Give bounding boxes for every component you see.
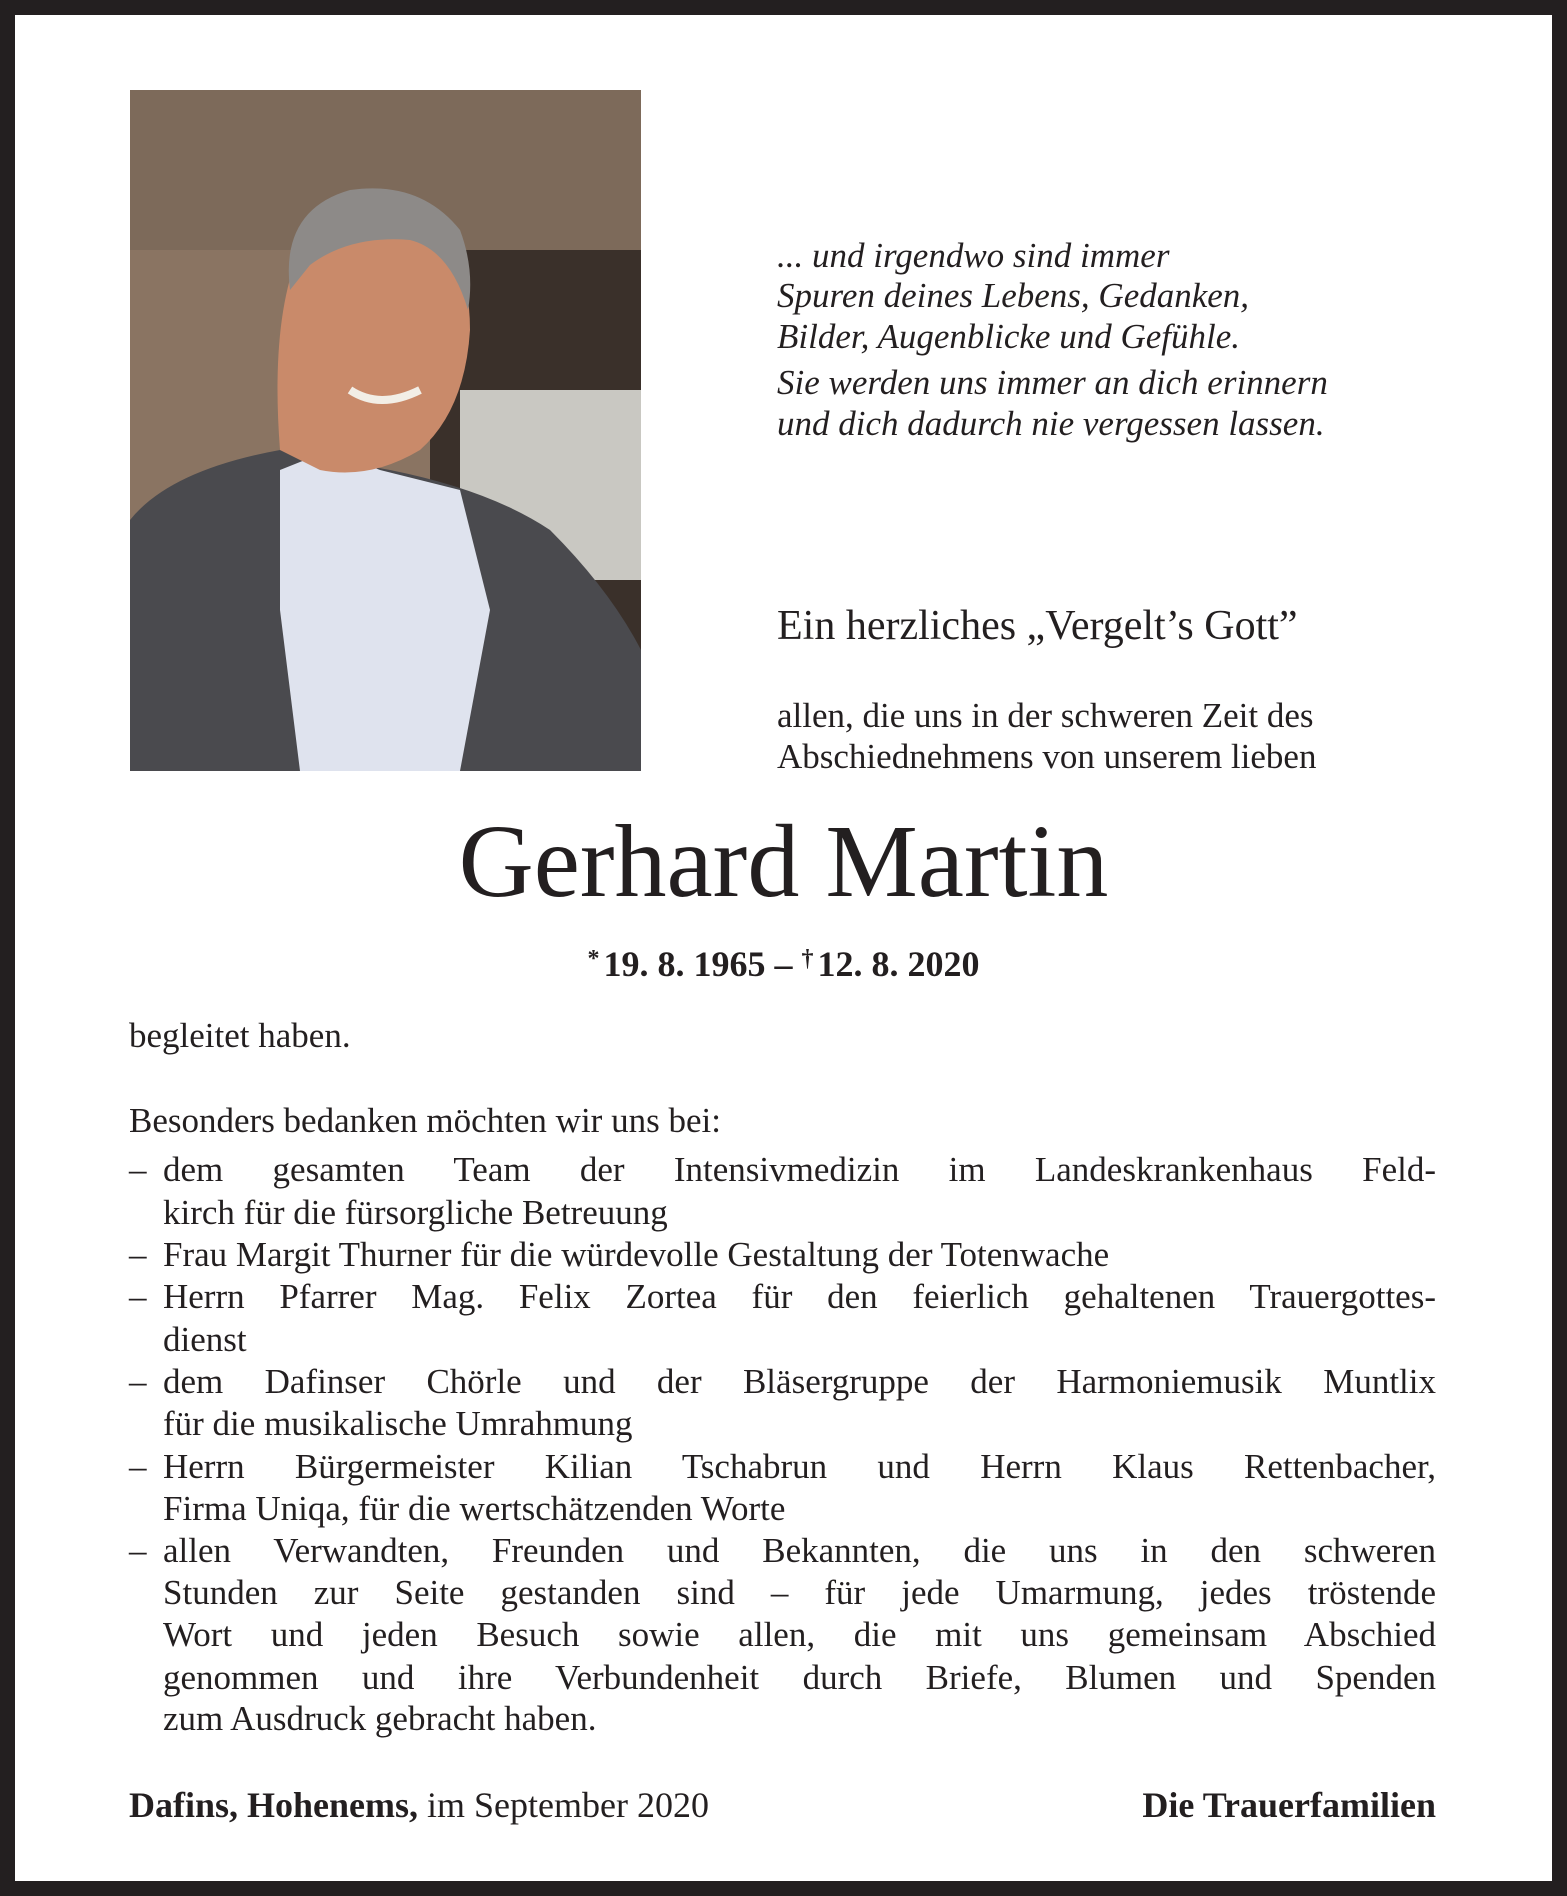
list-dash: – <box>129 1277 147 1316</box>
portrait-photo <box>130 90 641 771</box>
quote-line: Sie werden uns immer an dich erinnern <box>777 363 1328 402</box>
list-item-line: dem gesamten Team der Intensivmedizin im Landeskrankenhaus Feld- <box>163 1150 1436 1189</box>
special-thanks-heading: Besonders bedanken möchten wir uns bei: <box>129 1101 721 1140</box>
list-item-line: dienst <box>163 1320 247 1359</box>
footer-place-date <box>129 1784 709 1826</box>
list-dash: – <box>129 1447 147 1486</box>
list-item-line: Stunden zur Seite gestanden sind – für jede Umarmung, jedes tröstende <box>163 1573 1436 1612</box>
birth-date: 19. 8. 1965 <box>603 944 766 984</box>
list-item-line: genommen und ihre Verbundenheit durch Briefe, Blumen und Spenden <box>163 1658 1436 1697</box>
intro-line: allen, die uns in der schweren Zeit des <box>777 696 1314 735</box>
list-item-line: Firma Uniqa, für die wertschätzenden Worte <box>163 1489 786 1528</box>
footer-date: im September 2020 <box>427 1785 709 1825</box>
thanks-heading: Ein herzliches „Vergelt’s Gott” <box>777 603 1298 649</box>
list-item-line: kirch für die fürsorgliche Betreuung <box>163 1193 668 1232</box>
list-item-line: zum Ausdruck gebracht haben. <box>163 1699 597 1738</box>
list-item-line: dem Dafinser Chörle und der Bläsergruppe der Harmoniemusik Muntlix <box>163 1362 1436 1401</box>
quote-line: und dich dadurch nie vergessen lassen. <box>777 404 1325 443</box>
death-date: 12. 8. 2020 <box>817 944 980 984</box>
intro-line: Abschiednehmens von unserem lieben <box>777 737 1317 776</box>
list-item-line: Herrn Pfarrer Mag. Felix Zortea für den feierlich gehaltenen Trauergottes- <box>163 1277 1436 1316</box>
deceased-name: Gerhard Martin <box>458 804 1109 919</box>
date-separator: – <box>774 944 793 984</box>
quote-line: Spuren deines Lebens, Gedanken, <box>777 276 1250 315</box>
list-dash: – <box>129 1531 147 1570</box>
quote-line: ... und irgendwo sind immer <box>777 236 1170 275</box>
birth-symbol: * <box>587 946 600 972</box>
list-item-line: allen Verwandten, Freunden und Bekannten, die uns in den schweren <box>163 1531 1436 1570</box>
list-item-line: für die musikalische Umrahmung <box>163 1404 633 1443</box>
list-item-line: Herrn Bürgermeister Kilian Tschabrun und Herrn Klaus Rettenbacher, <box>163 1447 1436 1486</box>
list-item-line: Frau Margit Thurner für die würdevolle Gestaltung der Totenwache <box>163 1235 1110 1274</box>
list-dash: – <box>129 1235 147 1274</box>
quote-line: Bilder, Augenblicke und Gefühle. <box>777 317 1240 356</box>
continuation-text: begleitet haben. <box>129 1016 351 1055</box>
death-symbol: † <box>801 946 814 972</box>
list-dash: – <box>129 1362 147 1401</box>
footer-place: Dafins, Hohenems, <box>129 1785 419 1825</box>
signature: Die Trauerfamilien <box>1142 1785 1436 1825</box>
list-item-line: Wort und jeden Besuch sowie allen, die mit uns gemeinsam Abschied <box>163 1615 1436 1654</box>
list-dash: – <box>129 1150 147 1189</box>
life-dates <box>0 938 1567 985</box>
